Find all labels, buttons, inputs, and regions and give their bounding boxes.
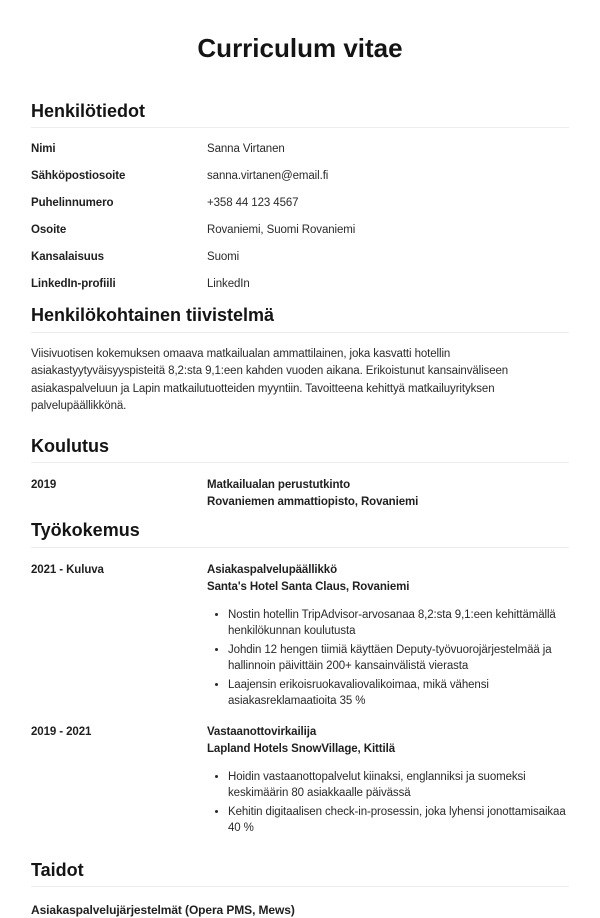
field-value-email: sanna.virtanen@email.fi <box>207 170 329 183</box>
section-personal <box>31 100 569 293</box>
experience-bullet: • Kehitin digitaalisen check-in-prosessin, joka lyhensi jonottamisaikaa 40 % <box>228 804 569 837</box>
personal-fields <box>31 142 569 292</box>
skills-heading: Taidot <box>31 859 84 880</box>
section-divider <box>31 462 569 463</box>
skill-item: Asiakaspalvelujärjestelmät (Opera PMS, Mews) <box>31 903 295 918</box>
field-label-phone: Puhelinnumero <box>31 197 114 210</box>
field-row-address <box>31 223 569 238</box>
field-row-linkedin <box>31 277 569 292</box>
personal-heading: Henkilötiedot <box>31 100 146 121</box>
section-education <box>31 435 569 512</box>
experience-company: Lapland Hotels SnowVillage, Kittilä <box>207 742 395 755</box>
experience-job-title: Asiakaspalvelupäällikkö <box>207 563 338 576</box>
experience-details <box>207 562 569 712</box>
experience-bullet-list <box>207 607 569 710</box>
experience-bullet: • Hoidin vastaanottopalvelut kiinaksi, englanniksi ja suomeksi keskimäärin 80 asiakkaalle päivässä <box>228 769 569 802</box>
experience-bullet-list <box>207 769 569 837</box>
experience-bullet: • Johdin 12 hengen tiimiä käyttäen Deputy-työvuorojärjestelmää ja hallinnoin päivittäin 200+ kansainvälistä vierasta <box>228 642 569 675</box>
field-label-linkedin: LinkedIn-profiili <box>31 278 116 291</box>
experience-job-title: Vastaanottovirkailija <box>207 725 317 738</box>
summary-heading: Henkilökohtainen tiivistelmä <box>31 305 275 326</box>
page-title: Curriculum vitae <box>197 33 403 63</box>
linkedin-profile-link[interactable]: LinkedIn <box>207 278 250 291</box>
field-value-name: Sanna Virtanen <box>207 143 285 156</box>
section-divider <box>31 127 569 128</box>
field-value-address: Rovaniemi, Suomi Rovaniemi <box>207 224 356 237</box>
field-value-phone: +358 44 123 4567 <box>207 197 299 210</box>
field-row-name <box>31 142 569 157</box>
experience-details <box>207 724 569 839</box>
education-period: 2019 <box>31 479 57 492</box>
summary-text: Viisivuotisen kokemuksen omaava matkailualan ammattilainen, joka kasvatti hotellin asiakastyytyväisyyspisteitä 8,2:sta 9,1:een kahden vuoden aikana. Erikoistunut kansainväliseen asiakaspalveluun ja Lapin matkailutuotteiden myyntiin. Tavoitteena kehittyä matkailuyrityksen palvelupäällikkönä. <box>31 347 509 413</box>
experience-period: 2021 - Kuluva <box>31 563 104 576</box>
field-label-address: Osoite <box>31 224 67 237</box>
experience-bullet: • Nostin hotellin TripAdvisor-arvosanaa 8,2:sta 9,1:een kehittämällä henkilökunnan koulutusta <box>228 607 569 640</box>
field-label-nationality: Kansalaisuus <box>31 251 104 264</box>
field-row-phone <box>31 196 569 211</box>
field-row-email <box>31 169 569 184</box>
field-value-nationality: Suomi <box>207 251 240 264</box>
experience-entry-2 <box>31 724 569 839</box>
education-degree: Matkailualan perustutkinto <box>207 479 351 492</box>
experience-company: Santa's Hotel Santa Claus, Rovaniemi <box>207 580 410 593</box>
section-divider <box>31 332 569 333</box>
field-label-name: Nimi <box>31 143 56 156</box>
field-label-email: Sähköpostiosoite <box>31 170 126 183</box>
field-row-nationality <box>31 250 569 265</box>
experience-bullet: • Laajensin erikoisruokavaliovalikoimaa, mikä vähensi asiakasreklamaatioita 35 % <box>228 677 569 710</box>
section-divider <box>31 547 569 548</box>
education-entry <box>31 477 569 511</box>
section-skills <box>31 859 569 918</box>
experience-heading: Työkokemus <box>31 520 140 541</box>
section-experience <box>31 519 569 839</box>
education-details <box>207 477 569 511</box>
section-summary <box>31 304 569 416</box>
experience-entry-1 <box>31 562 569 712</box>
education-heading: Koulutus <box>31 435 109 456</box>
education-institution: Rovaniemen ammattiopisto, Rovaniemi <box>207 496 419 509</box>
section-divider <box>31 886 569 887</box>
experience-period: 2019 - 2021 <box>31 725 92 738</box>
